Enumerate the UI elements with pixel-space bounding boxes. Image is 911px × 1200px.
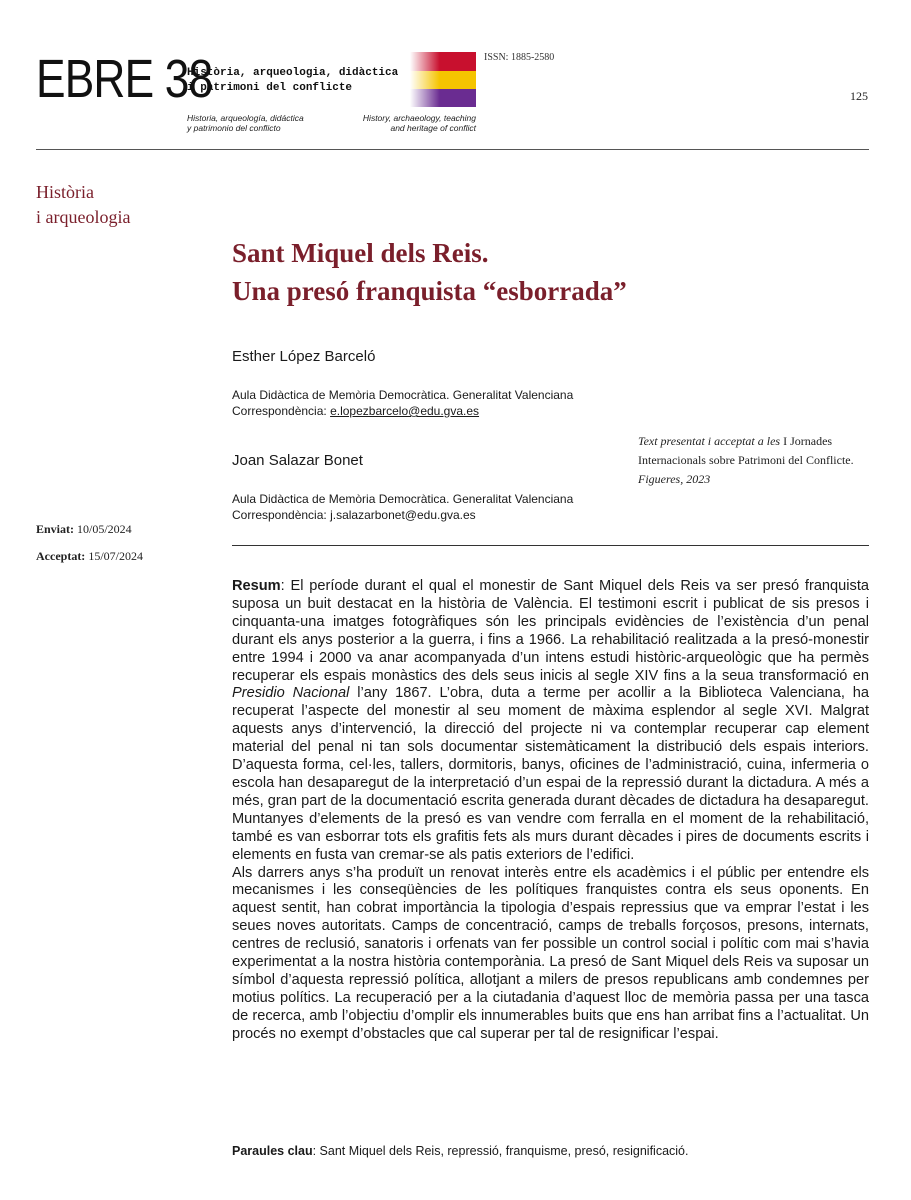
author-name: Joan Salazar Bonet [232,452,363,469]
author-affiliation-block [232,387,573,419]
journal-tagline-english [300,113,476,133]
article-title [232,234,627,310]
author-correspondence [232,507,573,523]
abstract-paragraph-2: Als darrers anys s’ha produït un renovat interès entre els acadèmics i el públic per entendre els mecanismes i les conseqüències de les polítiques franquistes contra els seus oponents. En aquest sentit, han cobrat importància la tipologia d’espais repressius que va emprar l’estat i les seues noves autoritats. Camps de concentració, camps de treballs forçosos, presons, internats, centres de reclusió, sanatoris i orfenats van fer possible un control social i polític com mai s’havia experimentat a la nostra història contemporània. La presó de Sant Miquel dels Reis va suposar un símbol d’aquesta repressió política, allotjant a milers de presos republicans amb condemnes per motius polítics. La recuperació per a la ciutadania d’aquest lloc de memòria passa per una tasca de recerca, amb l’objectiu d’omplir els innumerables buits que ens han arribat fins a l’actualitat. Un procés no exempt d’obstacles que cal superar per tal de resignificar l’espai. [232,864,869,1042]
page-number: 125 [850,89,868,103]
abstract-text-italic: Presidio Nacional [232,685,350,702]
author-affiliation: Aula Didàctica de Memòria Democràtica. Generalitat Valenciana [232,388,574,402]
author-affiliation-block [232,491,573,523]
presentation-note [638,432,878,489]
section-label-line2: i arqueologia [36,207,131,227]
section-label-line1: Història [36,182,94,202]
abstract-paragraph-1 [232,578,869,865]
issn: ISSN: 1885-2580 [484,52,555,63]
sent-date-value: 10/05/2024 [77,522,132,536]
header-divider [36,149,869,150]
author-email[interactable]: j.salazarbonet@edu.gva.es [330,508,476,522]
author-email-link[interactable]: e.lopezbarcelo@edu.gva.es [330,404,480,418]
journal-subtitle-line2: i patrimoni del conflicte [187,82,353,94]
abstract-label: Resum [232,578,281,594]
keywords-text: : Sant Miquel dels Reis, repressió, franquisme, presó, resignificació. [312,1144,689,1158]
abstract-divider [232,545,869,546]
accepted-date [36,549,143,564]
correspondence-label: Correspondència: [232,404,327,418]
abstract-text-b: l’any 1867. L’obra, duta a terme per acollir a la Biblioteca Valenciana, ha recuperat l’aspecte del monestir al seu moment de màxima esplendor al segle XVI. Malgrat aquests anys d’intervenció, la direcció del projecte ni va contemplar recuperar cap element material del penal ni tan sols documentar sistemàticament la distribució dels espais interiors. D’aquesta forma, cel·les, tallers, dormitoris, banys, oficines de l’administració, cuina, infermeria o escola han desaparegut de la interpretació d’un espai de la repressió durant la dictadura. A més a més, gran part de la documentació escrita generada durant dècades de dictadura ha desaparegut. Muntanyes d’elements de la presó es van vendre com ferralla en el moment de la rehabilitació, també es van esborrar tots els grafitis fets als murs durant dècades i pires de documents escrits i elements en fusta van cremar-se als patis exteriors de l’edifici. [232,685,869,863]
keywords-label: Paraules clau [232,1144,313,1158]
section-label [36,180,130,230]
journal-subtitle-line1: Història, arqueologia, didàctica [187,67,399,79]
author-affiliation: Aula Didàctica de Memòria Democràtica. Generalitat Valenciana [232,492,574,506]
republican-flag-image [410,52,476,107]
abstract-text-a: : El període durant el qual el monestir de Sant Miquel dels Reis va ser presó franquista suposa un buit destacat en la història de València. El testimoni escrit i publicat de sis presos i cinquanta-una imatges fotogràfiques són les principals evidències de l’existència d’un penal durant els anys posterior a la guerra, i fins a 1966. La rehabilitació realitzada a la presó-monestir entre 1994 i 2000 va anar acompanyada d’un intens estudi històric-arqueològic que ha permès recuperar els espais monàstics des dels seus inicis al segle XIV fins a la seua transformació en [232,578,869,684]
sent-date [36,522,132,537]
article-title-line1: Sant Miquel dels Reis. [232,238,489,268]
keywords [232,1144,869,1158]
presentation-note-italic: Text presentat i acceptat a les [638,434,781,448]
journal-logo [36,50,212,108]
journal-issue-number: 38 [164,49,213,109]
tagline-es-line2: y patrimonio del conflicto [187,123,281,133]
abstract [232,578,869,1044]
accepted-date-value: 15/07/2024 [88,549,143,563]
tagline-en-line2: and heritage of conflict [390,123,476,133]
journal-tagline-spanish [187,113,304,133]
accepted-label: Acceptat: [36,549,86,563]
correspondence-label: Correspondència: [232,508,327,522]
journal-logo-text: EBRE [36,49,154,109]
presentation-note-place: Figueres, 2023 [638,472,711,486]
article-title-line2: Una presó franquista “esborrada” [232,276,627,306]
author-name: Esther López Barceló [232,348,376,365]
tagline-en-line1: History, archaeology, teaching [362,113,476,123]
tagline-es-line1: Historia, arqueología, didáctica [187,113,304,123]
author-correspondence [232,403,573,419]
sent-label: Enviat: [36,522,75,536]
journal-subtitle-catalan [187,66,398,96]
presentation-note-event: I Jornades Internacionals sobre Patrimoni del Conflicte. [638,434,854,467]
